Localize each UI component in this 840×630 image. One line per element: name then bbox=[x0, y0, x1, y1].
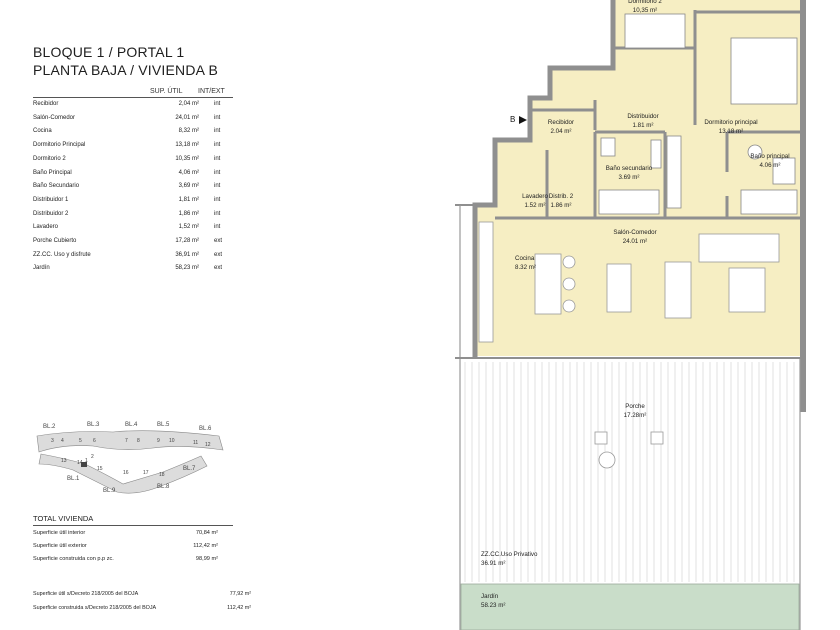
room-name: Distribuidor 2 bbox=[33, 210, 69, 217]
room-type: int bbox=[214, 169, 221, 176]
room-label-dormppal: Dormitorio principal bbox=[704, 119, 758, 126]
room-area: 1,81 m² bbox=[178, 196, 199, 203]
site-unit-number: 4 bbox=[61, 438, 64, 444]
site-unit-number: 6 bbox=[93, 438, 96, 444]
area-row bbox=[33, 183, 233, 197]
total-label: Superficie construida con p.p zc. bbox=[33, 556, 114, 562]
bed-dorm2 bbox=[625, 14, 685, 48]
area-row bbox=[33, 211, 233, 225]
room-type: int bbox=[214, 183, 221, 190]
decree-label: Superficie útil s/Decreto 218/2005 del BOJA bbox=[33, 591, 139, 597]
room-type: int bbox=[214, 196, 221, 203]
room-area-banoppal: 4.06 m² bbox=[759, 162, 781, 169]
site-block-label: BL.4 bbox=[125, 422, 138, 428]
room-name: ZZ.CC. Uso y disfrute bbox=[33, 251, 91, 258]
site-unit-number: 2 bbox=[91, 454, 94, 460]
room-area-jardin: 58.23 m² bbox=[481, 602, 506, 609]
room-area: 13,18 m² bbox=[175, 142, 199, 149]
room-area-dormppal: 13.18 m² bbox=[718, 128, 744, 135]
room-label-jardin: Jardín bbox=[481, 593, 499, 600]
total-label: Superficie útil exterior bbox=[33, 543, 87, 549]
site-unit-number: 13 bbox=[61, 458, 67, 464]
site-unit-number: 5 bbox=[79, 438, 82, 444]
area-row bbox=[33, 142, 233, 156]
room-label-porche: Porche bbox=[625, 403, 645, 410]
kitchen-counter bbox=[479, 222, 493, 342]
block-title: BLOQUE 1 / PORTAL 1 bbox=[33, 44, 185, 60]
site-unit-number: 14 bbox=[77, 460, 83, 466]
room-area: 36,91 m² bbox=[175, 251, 199, 258]
room-type: ext bbox=[214, 238, 223, 244]
unit-title: PLANTA BAJA / VIVIENDA B bbox=[33, 62, 219, 78]
room-name: Recibidor bbox=[33, 101, 59, 107]
room-name: Jardín bbox=[33, 265, 50, 272]
room-label-lavadero: Lavadero bbox=[522, 193, 548, 200]
room-area-zzcc: 36.91 m² bbox=[481, 560, 506, 567]
kitchen-island bbox=[535, 254, 561, 314]
site-block-label: BL.3 bbox=[87, 422, 100, 428]
site-block-label: BL.6 bbox=[199, 426, 212, 432]
room-type: int bbox=[214, 210, 221, 217]
site-block-label: BL.8 bbox=[157, 484, 170, 490]
room-name: Porche Cubierto bbox=[33, 238, 77, 244]
area-row bbox=[33, 170, 233, 184]
stool bbox=[563, 278, 575, 290]
shower-main bbox=[741, 190, 797, 214]
site-unit-number: 3 bbox=[51, 438, 54, 444]
sink-secondary bbox=[651, 140, 661, 168]
room-label-banoppal: Baño principal bbox=[750, 153, 790, 160]
room-label-cocina: Cocina bbox=[515, 255, 535, 262]
room-label-recibidor: Recibidor bbox=[547, 119, 575, 126]
room-type: int bbox=[214, 155, 221, 162]
area-row bbox=[33, 224, 233, 238]
total-row bbox=[33, 543, 243, 555]
porch-decking bbox=[465, 362, 794, 582]
total-value: 98,99 m² bbox=[195, 556, 218, 562]
decree-label: Superficie construida s/Decreto 218/2005 del BOJA bbox=[33, 605, 157, 611]
col-header-type: INT/EXT bbox=[198, 88, 225, 95]
room-name: Salón-Comedor bbox=[33, 114, 76, 121]
room-name: Dormitorio 2 bbox=[33, 155, 66, 162]
sofa bbox=[699, 234, 779, 262]
room-label-zzcc: ZZ.CC.Uso Privativo bbox=[481, 551, 538, 558]
site-unit-number: 16 bbox=[123, 470, 129, 476]
site-unit-number: 10 bbox=[169, 438, 175, 444]
total-label: Superficie útil interior bbox=[33, 530, 86, 536]
room-area: 10,35 m² bbox=[175, 155, 199, 162]
wardrobe bbox=[667, 136, 681, 208]
room-name: Cocina bbox=[33, 128, 52, 135]
room-area: 1,52 m² bbox=[178, 224, 199, 231]
room-label-distribuidor: Distribuidor bbox=[627, 113, 659, 120]
room-area-recibidor: 2.04 m² bbox=[550, 128, 572, 135]
dining-table bbox=[607, 264, 631, 312]
site-block-label: BL.2 bbox=[43, 424, 56, 430]
room-type: ext bbox=[214, 251, 223, 258]
room-name: Baño Secundario bbox=[33, 183, 80, 190]
site-block-label: BL.7 bbox=[183, 466, 196, 472]
site-block-label: BL.5 bbox=[157, 422, 170, 428]
area-row bbox=[33, 265, 233, 279]
area-row bbox=[33, 101, 233, 115]
total-value: 70,84 m² bbox=[195, 530, 218, 536]
room-type: int bbox=[214, 224, 221, 231]
garden-area bbox=[461, 584, 799, 630]
entry-arrow-icon bbox=[519, 116, 527, 124]
room-label-banosec: Baño secundario bbox=[605, 165, 653, 172]
room-type: int bbox=[214, 142, 221, 149]
room-area-salon: 24.01 m² bbox=[622, 238, 648, 245]
room-name: Dormitorio Principal bbox=[33, 142, 86, 149]
room-area-dorm2: 10,35 m² bbox=[632, 7, 658, 14]
room-area-lavadero: 1.52 m² bbox=[524, 202, 546, 209]
room-area: 24,01 m² bbox=[175, 114, 199, 121]
porch-table bbox=[599, 452, 615, 468]
site-unit-number: 18 bbox=[159, 472, 165, 478]
totals-divider bbox=[33, 525, 233, 526]
total-value: 112,42 m² bbox=[193, 543, 218, 549]
site-unit-number: 1 bbox=[85, 458, 88, 464]
site-unit-number: 7 bbox=[125, 438, 128, 444]
site-unit-number: 17 bbox=[143, 470, 149, 476]
area-row bbox=[33, 197, 233, 211]
area-row bbox=[33, 156, 233, 170]
site-block-label: BL.1 bbox=[67, 476, 80, 482]
shower-secondary bbox=[599, 190, 659, 214]
room-label-salon: Salón-Comedor bbox=[613, 229, 657, 236]
area-row bbox=[33, 128, 233, 142]
area-row bbox=[33, 115, 233, 129]
room-area-porche: 17.28m² bbox=[623, 412, 647, 419]
room-type: int bbox=[214, 128, 221, 135]
room-type: ext bbox=[214, 265, 223, 272]
room-area-cocina: 8.32 m² bbox=[515, 264, 536, 271]
room-type: int bbox=[214, 114, 221, 121]
floor-plan bbox=[455, 0, 815, 630]
room-area-distribuidor: 1.81 m² bbox=[632, 122, 654, 129]
totals-title: TOTAL VIVIENDA bbox=[33, 514, 94, 523]
armchair bbox=[665, 262, 691, 318]
room-name: Distribuidor 1 bbox=[33, 196, 69, 203]
table-divider bbox=[33, 97, 233, 98]
room-area: 3,69 m² bbox=[178, 183, 199, 190]
stool bbox=[563, 256, 575, 268]
room-label-distrib2: Distrib. 2 bbox=[548, 193, 574, 200]
room-label-dorm2: Dormitorio 2 bbox=[628, 0, 662, 5]
site-unit-number: 11 bbox=[193, 440, 199, 446]
room-name: Baño Principal bbox=[33, 169, 72, 176]
site-plan-map bbox=[33, 418, 233, 502]
site-unit-number: 12 bbox=[205, 442, 211, 448]
decree-value: 112,42 m² bbox=[227, 605, 251, 611]
bed-main bbox=[731, 38, 797, 104]
room-area: 17,28 m² bbox=[175, 238, 199, 244]
wc-secondary bbox=[601, 138, 615, 156]
stool bbox=[563, 300, 575, 312]
room-area-banosec: 3.69 m² bbox=[618, 174, 640, 181]
room-area: 8,32 m² bbox=[178, 128, 199, 135]
site-unit-number: 15 bbox=[97, 466, 103, 472]
porch-chair bbox=[651, 432, 663, 444]
room-area: 4,06 m² bbox=[178, 169, 199, 176]
site-unit-number: 9 bbox=[157, 438, 160, 444]
decree-value: 77,92 m² bbox=[229, 591, 251, 597]
room-area: 58,23 m² bbox=[175, 265, 199, 272]
col-header-area: SUP. ÚTIL bbox=[150, 88, 183, 95]
site-block-label: BL.9 bbox=[103, 488, 116, 494]
area-row bbox=[33, 252, 233, 266]
porch-chair bbox=[595, 432, 607, 444]
room-type: int bbox=[214, 101, 221, 107]
area-row bbox=[33, 238, 233, 252]
room-area-distrib2: 1.86 m² bbox=[550, 202, 572, 209]
entry-label: B bbox=[510, 115, 516, 124]
site-unit-number: 8 bbox=[137, 438, 140, 444]
total-row bbox=[33, 556, 243, 568]
room-area: 1,86 m² bbox=[178, 210, 199, 217]
room-name: Lavadero bbox=[33, 224, 59, 231]
room-area: 2,04 m² bbox=[178, 101, 199, 107]
coffee-table bbox=[729, 268, 765, 312]
total-row bbox=[33, 530, 243, 542]
